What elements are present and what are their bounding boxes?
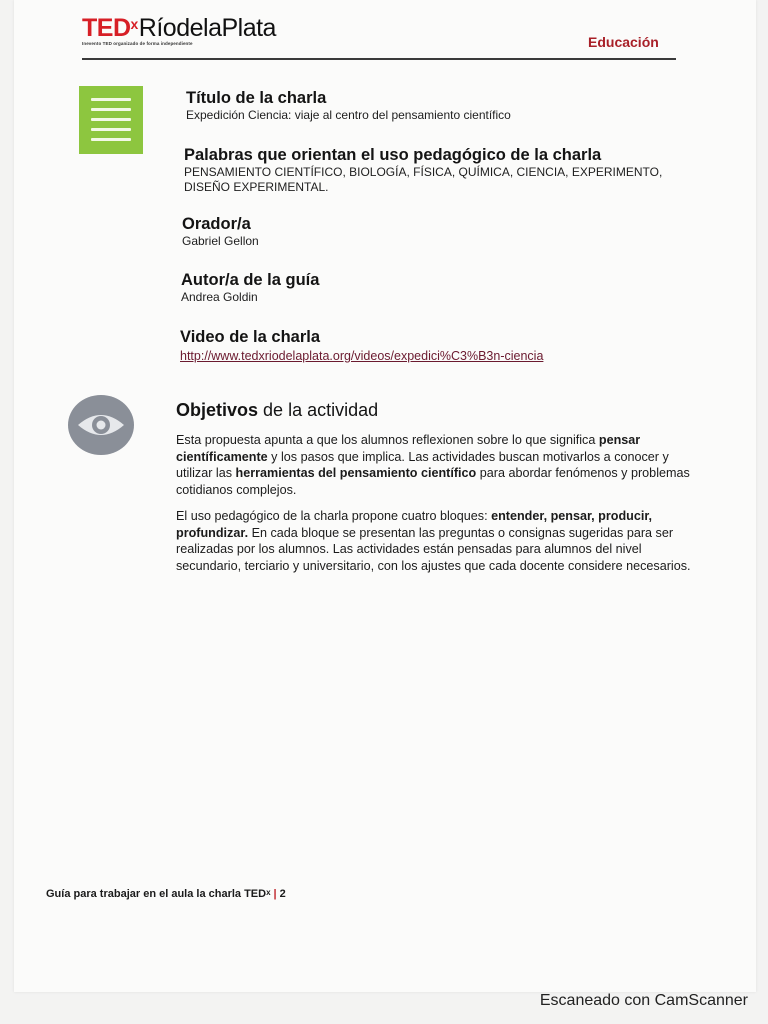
objectives-paragraph-2: El uso pedagógico de la charla propone cuatro bloques: entender, pensar, producir, profundizar. En cada bloque se presentan las preguntas o consignas sugeridas para ser realizadas por los alumnos. Las actividades están pensadas para alumnos del nivel secundario, terciario y universitario, con los ajustes que cada docente considere necesarios.: [176, 509, 691, 573]
page-footer: [46, 888, 286, 900]
keywords-label: Palabras que orientan el uso pedagógico de la charla: [184, 146, 602, 164]
logo-x: x: [130, 16, 138, 32]
keywords-block: [184, 145, 694, 195]
speaker-label: Orador/a: [182, 215, 251, 233]
camscanner-watermark: Escaneado con CamScanner: [539, 992, 748, 1009]
scanned-page: [14, 0, 756, 992]
author-value: Andrea Goldin: [181, 290, 258, 304]
talk-title-value: Expedición Ciencia: viaje al centro del pensamiento científico: [186, 108, 511, 122]
talk-title-label: Título de la charla: [186, 89, 327, 107]
objectives-section: [176, 398, 696, 584]
document-lines-icon: [79, 86, 143, 154]
objectives-heading: [176, 398, 696, 422]
author-label: Autor/a de la guía: [181, 271, 320, 289]
tedx-logo: [82, 14, 276, 46]
footer-text: Guía para trabajar en el aula la charla TED: [46, 888, 267, 900]
speaker-block: [182, 214, 259, 249]
video-link[interactable]: http://www.tedxriodelaplata.org/videos/expedici%C3%B3n-ciencia: [180, 349, 544, 363]
page-number: 2: [279, 888, 286, 900]
objectives-heading-rest: de la actividad: [263, 400, 379, 420]
section-label: Educación: [588, 34, 659, 50]
header-divider: [82, 58, 676, 60]
objectives-paragraph-1: Esta propuesta apunta a que los alumnos reflexionen sobre lo que significa pensar científicamente y los pasos que implica. Las actividades buscan motivarlos a conocer y utilizar las herramientas del pensamiento científico para abordar fenómenos y problemas cotidianos complejos.: [176, 433, 690, 497]
footer-separator: |: [273, 888, 277, 900]
logo-ted: TED: [82, 14, 131, 42]
talk-title-block: [186, 88, 511, 123]
author-block: [181, 270, 319, 305]
eye-icon: [68, 395, 134, 455]
speaker-value: Gabriel Gellon: [182, 234, 259, 248]
objectives-heading-bold: Objetivos: [176, 400, 259, 420]
video-label: Video de la charla: [180, 328, 321, 346]
logo-city: RíodelaPlata: [138, 14, 276, 42]
keywords-value: PENSAMIENTO CIENTÍFICO, BIOLOGÍA, FÍSICA, QUÍMICA, CIENCIA, EXPERIMENTO, DISEÑO EXPERIMENTAL.: [184, 165, 663, 194]
footer-x: x: [266, 888, 271, 897]
logo-tagline: Inevento TED organizado de forma independiente: [82, 41, 193, 46]
video-block: [180, 327, 543, 365]
